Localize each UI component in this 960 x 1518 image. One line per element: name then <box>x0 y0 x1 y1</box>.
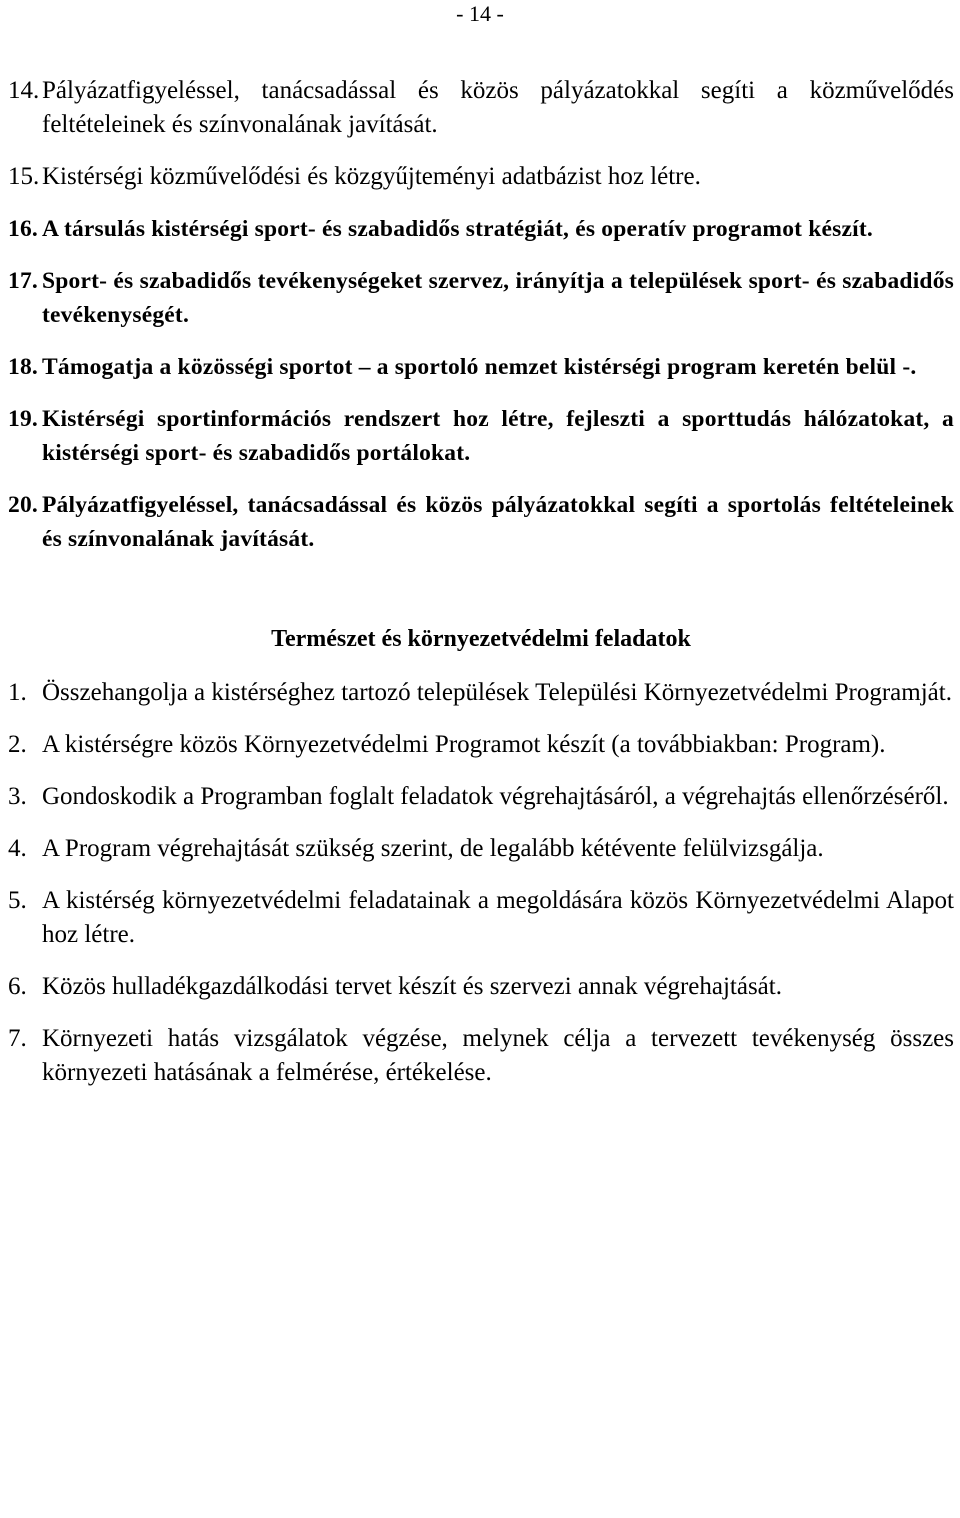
list-item-17 <box>8 264 954 332</box>
list-item-18 <box>8 350 954 384</box>
item-number: 17. <box>8 268 38 294</box>
list-item-16 <box>8 212 954 246</box>
item-number: 15. <box>8 163 40 190</box>
list-item-19 <box>8 402 954 470</box>
item-number: 18. <box>8 354 38 380</box>
list-item-1 <box>8 676 954 710</box>
list-item-2 <box>8 728 954 762</box>
list-item-3 <box>8 780 954 814</box>
item-text: Környezeti hatás vizsgálatok végzése, melynek célja a tervezett tevékenység összes környezeti hatásának a felmérése, értékelése. <box>42 1025 954 1086</box>
item-text: Sport- és szabadidős tevékenységeket szervez, irányítja a települések sport- és szabadidős tevékenységét. <box>42 268 954 328</box>
list-item-20 <box>8 488 954 556</box>
item-number: 7. <box>8 1025 27 1052</box>
section-heading: Természet és környezetvédelmi feladatok <box>271 626 691 652</box>
sport-culture-list <box>8 74 954 556</box>
item-text: A kistérségre közös Környezetvédelmi Programot készít (a továbbiakban: Program). <box>42 731 886 758</box>
item-text: Pályázatfigyeléssel, tanácsadással és közös pályázatokkal segíti a sportolás feltételeinek és színvonalának javítását. <box>42 492 954 552</box>
item-number: 2. <box>8 731 27 758</box>
page-number: - 14 - <box>456 1 504 26</box>
item-text: A Program végrehajtását szükség szerint, de legalább kétévente felülvizsgálja. <box>42 835 824 862</box>
list-item-14 <box>8 74 954 142</box>
list-item-6 <box>8 970 954 1004</box>
item-number: 20. <box>8 492 38 518</box>
item-number: 5. <box>8 887 27 914</box>
document-body <box>8 74 954 1108</box>
item-number: 19. <box>8 406 38 432</box>
item-text: A társulás kistérségi sport- és szabadidős stratégiát, és operatív programot készít. <box>42 216 873 242</box>
item-text: Gondoskodik a Programban foglalt feladatok végrehajtásáról, a végrehajtás ellenőrzéséről. <box>42 783 949 810</box>
item-number: 3. <box>8 783 27 810</box>
item-number: 14. <box>8 77 40 104</box>
item-text: Kistérségi sportinformációs rendszert hoz létre, fejleszti a sporttudás hálózatokat, a kistérségi sport- és szabadidős portálokat. <box>42 406 954 466</box>
list-item-7 <box>8 1022 954 1090</box>
item-text: Támogatja a közösségi sportot – a sportoló nemzet kistérségi program keretén belül -. <box>42 354 917 380</box>
list-item-5 <box>8 884 954 952</box>
item-number: 6. <box>8 973 27 1000</box>
list-item-4 <box>8 832 954 866</box>
item-number: 1. <box>8 679 27 706</box>
item-text: Pályázatfigyeléssel, tanácsadással és közös pályázatokkal segíti a közművelődés feltételeinek és színvonalának javítását. <box>42 77 954 138</box>
environment-task-list <box>8 676 954 1090</box>
item-text: Kistérségi közművelődési és közgyűjteményi adatbázist hoz létre. <box>42 163 701 190</box>
item-number: 16. <box>8 216 38 242</box>
item-text: A kistérség környezetvédelmi feladatainak a megoldására közös Környezetvédelmi Alapot hoz létre. <box>42 887 954 948</box>
item-text: Közös hulladékgazdálkodási tervet készít és szervezi annak végrehajtását. <box>42 973 782 1000</box>
item-text: Összehangolja a kistérséghez tartozó települések Települési Környezetvédelmi Programját. <box>42 679 952 706</box>
list-item-15 <box>8 160 954 194</box>
item-number: 4. <box>8 835 27 862</box>
